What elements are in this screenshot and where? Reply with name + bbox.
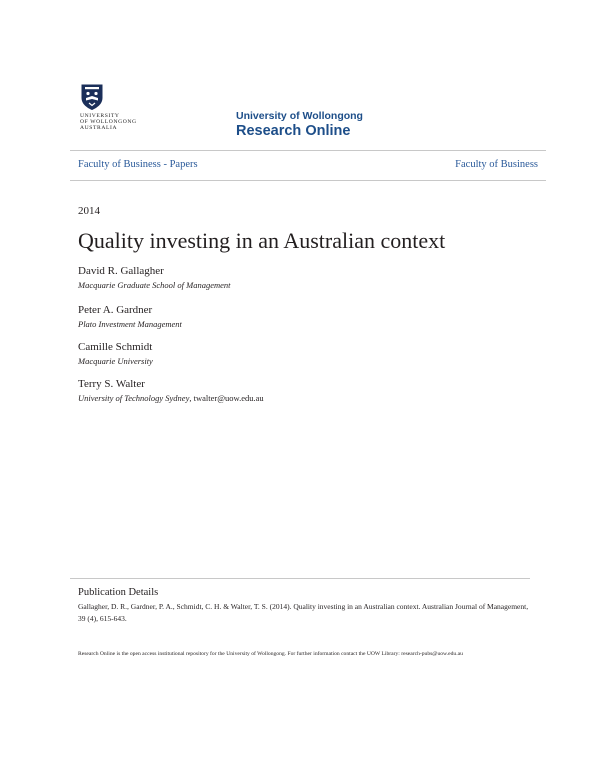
crest-icon — [81, 84, 103, 110]
university-logo — [78, 84, 144, 136]
logo-text-line: AUSTRALIA — [80, 125, 118, 131]
publication-citation: Gallagher, D. R., Gardner, P. A., Schmidt, C. H. & Walter, T. S. (2014). Quality investing in an Australian context. Australian Journal of Management, 39 (4), 615-643. — [78, 602, 529, 623]
author-affiliation: Macquarie University — [78, 356, 153, 366]
repository-name[interactable]: Research Online — [236, 123, 351, 139]
publication-year: 2014 — [78, 205, 100, 217]
affiliation-text: University of Technology Sydney — [78, 393, 190, 403]
faculty-link[interactable]: Faculty of Business — [455, 159, 538, 170]
repository-header — [236, 110, 363, 140]
faculty-papers-link[interactable]: Faculty of Business - Papers — [78, 159, 198, 170]
divider — [70, 578, 530, 579]
author-entry — [78, 378, 264, 404]
author-email[interactable]: , twalter@uow.edu.au — [189, 393, 264, 403]
author-entry — [78, 341, 153, 367]
author-entry — [78, 304, 182, 330]
author-name[interactable]: David R. Gallagher — [78, 265, 164, 277]
logo-text-line: OF WOLLONGONG — [80, 119, 137, 125]
author-name[interactable]: Peter A. Gardner — [78, 304, 153, 316]
repository-footer: Research Online is the open access institutional repository for the University of Wollongong. For further information contact the UOW Library: research-pubs@uow.edu.au — [78, 651, 463, 657]
author-name[interactable]: Terry S. Walter — [78, 378, 145, 390]
author-affiliation: Plato Investment Management — [78, 319, 182, 329]
divider — [70, 180, 546, 181]
author-affiliation: Macquarie Graduate School of Management — [78, 280, 231, 290]
author-name[interactable]: Camille Schmidt — [78, 341, 153, 353]
paper-title: Quality investing in an Australian context — [78, 228, 446, 253]
university-name[interactable]: University of Wollongong — [236, 110, 363, 122]
author-entry — [78, 265, 231, 291]
publication-details-heading: Publication Details — [78, 587, 159, 598]
divider — [70, 150, 546, 151]
author-affiliation — [78, 393, 264, 404]
logo-text-line: UNIVERSITY — [80, 113, 120, 119]
